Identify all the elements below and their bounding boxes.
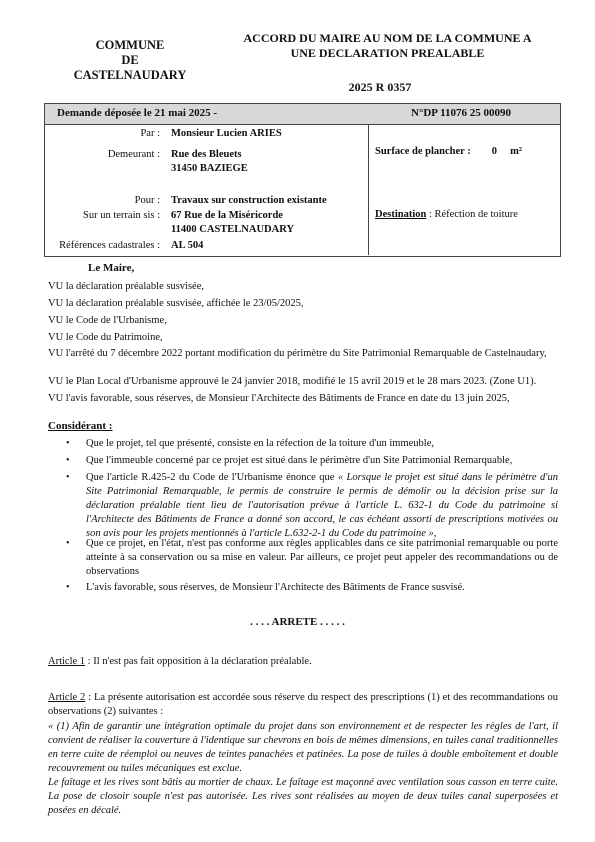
applicant-street: Rue des Bleuets xyxy=(171,149,242,160)
commune-line: DE xyxy=(121,53,139,67)
article-1-label: Article 1 xyxy=(48,656,86,667)
bullet-icon: • xyxy=(66,472,70,483)
request-info-box xyxy=(44,103,561,257)
terrain-street: 67 Rue de la Miséricorde xyxy=(171,210,283,221)
cadastre-label: Références cadastrales : xyxy=(59,240,160,251)
commune-line: COMMUNE xyxy=(95,38,165,52)
vu-line: VU la déclaration préalable susvisée, affichée le 23/05/2025, xyxy=(48,298,304,309)
vu-line: VU la déclaration préalable susvisée, xyxy=(48,281,204,292)
article-2-label: Article 2 xyxy=(48,692,86,703)
r425-quote: « Lorsque le projet est situé dans le périmètre d'un Site Patrimonial Remarquable, le permis de construire le permis de démolir ou la décision prise sur la déclaration préalable tient lieu de l'autorisation prévue à l'article L. 632-1 du Code du patrimoine si l'Architecte des Bâtiments de France a donné son accord, le cas échéant assorti de prescriptions motivées ou son avis pour les projets mentionnés à l'article L.632-2-1 du Code du patrimoine », xyxy=(86,472,559,539)
commune-name xyxy=(60,38,200,83)
surface-plancher: Surface de plancher : 0 m² xyxy=(375,146,523,157)
considerant-item-r425 xyxy=(86,471,558,541)
reference-number: 2025 R 0357 xyxy=(348,80,412,94)
considerant-item: Que ce projet, en l'état, n'est pas conforme aux règles applicables dans ce site patrimonial remarquable ou porte atteinte à sa conservation ou sa mise en valeur. Par ailleurs, ce projet peut appeler des recommandations ou de observations xyxy=(86,538,558,577)
vu-line: VU le Plan Local d'Urbanisme approuvé le 24 janvier 2018, modifié le 15 avril 2019 et le 28 mars 2023. (Zone U1). xyxy=(48,376,537,387)
vu-line: VU l'avis favorable, sous réserves, de Monsieur l'Architecte des Bâtiments de France en date du 13 juin 2025, xyxy=(48,393,510,404)
document-title xyxy=(215,31,560,61)
commune-line: CASTELNAUDARY xyxy=(73,68,187,82)
title-line: ACCORD DU MAIRE AU NOM DE LA COMMUNE A xyxy=(243,31,532,45)
terrain-city: 11400 CASTELNAUDARY xyxy=(171,224,295,235)
arrete-heading: . . . . ARRETE . . . . . xyxy=(250,616,345,628)
bullet-icon: • xyxy=(66,582,70,593)
vu-line: VU le Code du Patrimoine, xyxy=(48,332,163,343)
article-1 xyxy=(48,655,558,669)
applicant-city: 31450 BAZIEGE xyxy=(171,163,248,174)
considerant-item: Que le projet, tel que présenté, consiste en la réfection de la toiture d'un immeuble, xyxy=(86,438,434,449)
title-line: UNE DECLARATION PREALABLE xyxy=(290,46,485,60)
bullet-icon: • xyxy=(66,438,70,449)
destination xyxy=(375,209,518,220)
demeurant-label: Demeurant : xyxy=(107,149,160,160)
applicant-name: Monsieur Lucien ARIES xyxy=(171,128,282,139)
bullet-icon: • xyxy=(66,455,70,466)
considerant-item: L'avis favorable, sous réserves, de Monsieur l'Architecte des Bâtiments de France susvisé. xyxy=(86,582,465,593)
r425-intro: Que l'article R.425-2 du Code de l'Urbanisme énonce que xyxy=(86,472,335,483)
considerant-heading: Considérant : xyxy=(48,420,113,432)
article-1-text: : Il n'est pas fait opposition à la déclaration préalable. xyxy=(85,656,312,667)
vu-line: VU l'arrêté du 7 décembre 2022 portant modification du périmètre du Site Patrimonial Remarquable de Castelnaudary, xyxy=(48,348,547,359)
column-divider xyxy=(368,124,369,255)
prescription-faitage: Le faîtage et les rives sont bâtis au mortier de chaux. Le faîtage est maçonné avec ventilation sous casson en terre cuite. La pose de closoir souple n'est pas autorisée. Les rives sont réalisées au moyen de deux tuiles canal superposées et posées en décalé. xyxy=(48,777,558,816)
destination-value: : Réfection de toiture xyxy=(426,209,518,220)
demande-date: Demande déposée le 21 mai 2025 - xyxy=(57,107,218,119)
request-header-bar xyxy=(45,104,560,125)
article-2 xyxy=(48,691,558,719)
destination-label: Destination xyxy=(375,209,427,220)
cadastre-value: AL 504 xyxy=(171,240,204,251)
pour-label: Pour : xyxy=(134,195,160,206)
article-2-text: : La présente autorisation est accordée sous réserve du respect des prescriptions (1) et des recommandations ou observations (2) suivantes : xyxy=(48,692,558,717)
par-label: Par : xyxy=(140,128,160,139)
prescription-couverture: « (1) Afin de garantir une intégration optimale du projet dans son environnement et de respecter les règles de l'art, il convient de réaliser la couverture à l'identique sur chevrons en bois de mêmes dimensions, en tuiles canal traditionnelles en terre cuite de réemploi ou neuves de teintes panachées et patinées. La pose de tuiles à double emboîtement et double recouvrement ou tuiles mécaniques est exclue. xyxy=(48,721,558,774)
vu-line: VU le Code de l'Urbanisme, xyxy=(48,315,167,326)
works-type: Travaux sur construction existante xyxy=(171,195,327,206)
bullet-icon: • xyxy=(66,538,70,549)
dp-number: N°DP 11076 25 00090 xyxy=(411,107,512,119)
le-maire-heading: Le Maire, xyxy=(88,262,135,274)
considerant-item: Que l'immeuble concerné par ce projet est situé dans le périmètre d'un Site Patrimonial Remarquable, xyxy=(86,455,513,466)
terrain-label: Sur un terrain sis : xyxy=(83,210,160,221)
